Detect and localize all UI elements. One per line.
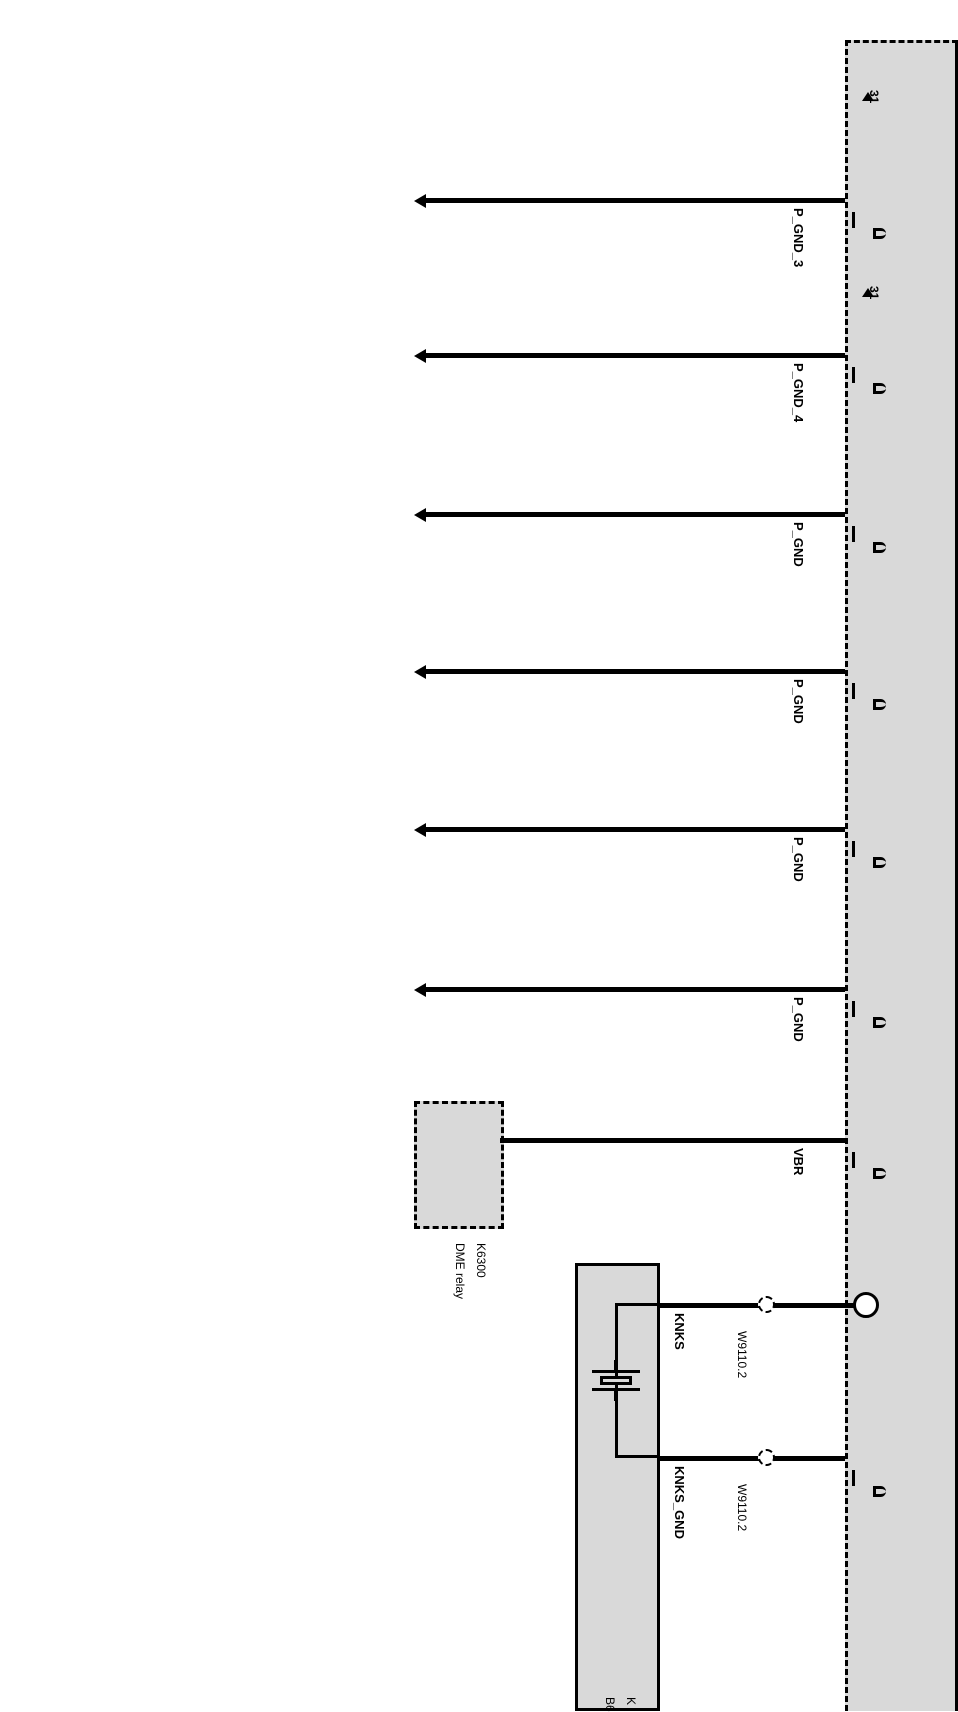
pin-hook-3 (873, 542, 886, 553)
piezo-crystal-icon (592, 1360, 640, 1400)
pin-tick-3 (852, 526, 855, 542)
pin-tick-8 (852, 1470, 855, 1486)
connector-knks-label: W9110.2 (735, 1331, 749, 1379)
knock-sensor-internal-lead-bottom (615, 1455, 660, 1458)
wire-vbr (500, 1138, 845, 1143)
wire-p-gnd-4 (425, 353, 845, 358)
wire-label-p-gnd-4b: P_GND (791, 997, 806, 1042)
pin-tick-5 (852, 841, 855, 857)
wire-label-knks: KNKS (672, 1313, 687, 1350)
pin-hook-7 (873, 1168, 886, 1179)
pin-number-top-1: 31 (867, 90, 881, 104)
wire-knks-gnd (658, 1456, 845, 1461)
wire-p-gnd-3 (425, 198, 845, 203)
dme-relay-code: K6300 (474, 1243, 488, 1278)
pin-hook-6 (873, 1017, 886, 1028)
pin-number-top-2: 31 (867, 286, 881, 300)
wire-label-p-gnd-3b: P_GND (791, 837, 806, 882)
connector-knks-gnd-icon (758, 1449, 775, 1466)
pin-hook-1 (873, 228, 886, 239)
pin-tick-4 (852, 683, 855, 699)
wire-p-gnd-1 (425, 512, 845, 517)
dme-relay-label: DME relay (453, 1243, 467, 1300)
wire-label-vbr: VBR (791, 1148, 806, 1176)
wire-p-gnd-3b (425, 827, 845, 832)
dme-relay-block (414, 1101, 504, 1229)
wire-label-p-gnd-3: P_GND_3 (791, 208, 806, 268)
wire-p-gnd-2 (425, 669, 845, 674)
knock-sensor-label: B6 (603, 1697, 617, 1712)
wire-label-knks-gnd: KNKS_GND (672, 1466, 687, 1539)
pin-hook-5 (873, 857, 886, 868)
knock-sensor-internal-lead-top (615, 1303, 660, 1306)
wire-label-p-gnd-1: P_GND (791, 522, 806, 567)
wire-label-p-gnd-2: P_GND (791, 679, 806, 724)
connector-knks-icon (758, 1296, 775, 1313)
pin-tick-2 (852, 367, 855, 383)
pin-tick-7 (852, 1152, 855, 1168)
pin-hook-2 (873, 383, 886, 394)
ground-symbol-knks (853, 1292, 879, 1318)
wire-knks (658, 1303, 854, 1308)
pin-tick-6 (852, 1001, 855, 1017)
wire-p-gnd-4b (425, 987, 845, 992)
pin-hook-8 (873, 1486, 886, 1497)
knock-sensor-code: K (624, 1697, 638, 1706)
pin-tick-1 (852, 212, 855, 228)
wire-label-p-gnd-4: P_GND_4 (791, 363, 806, 423)
connector-knks-gnd-label: W9110.2 (735, 1484, 749, 1532)
pin-hook-4 (873, 699, 886, 710)
